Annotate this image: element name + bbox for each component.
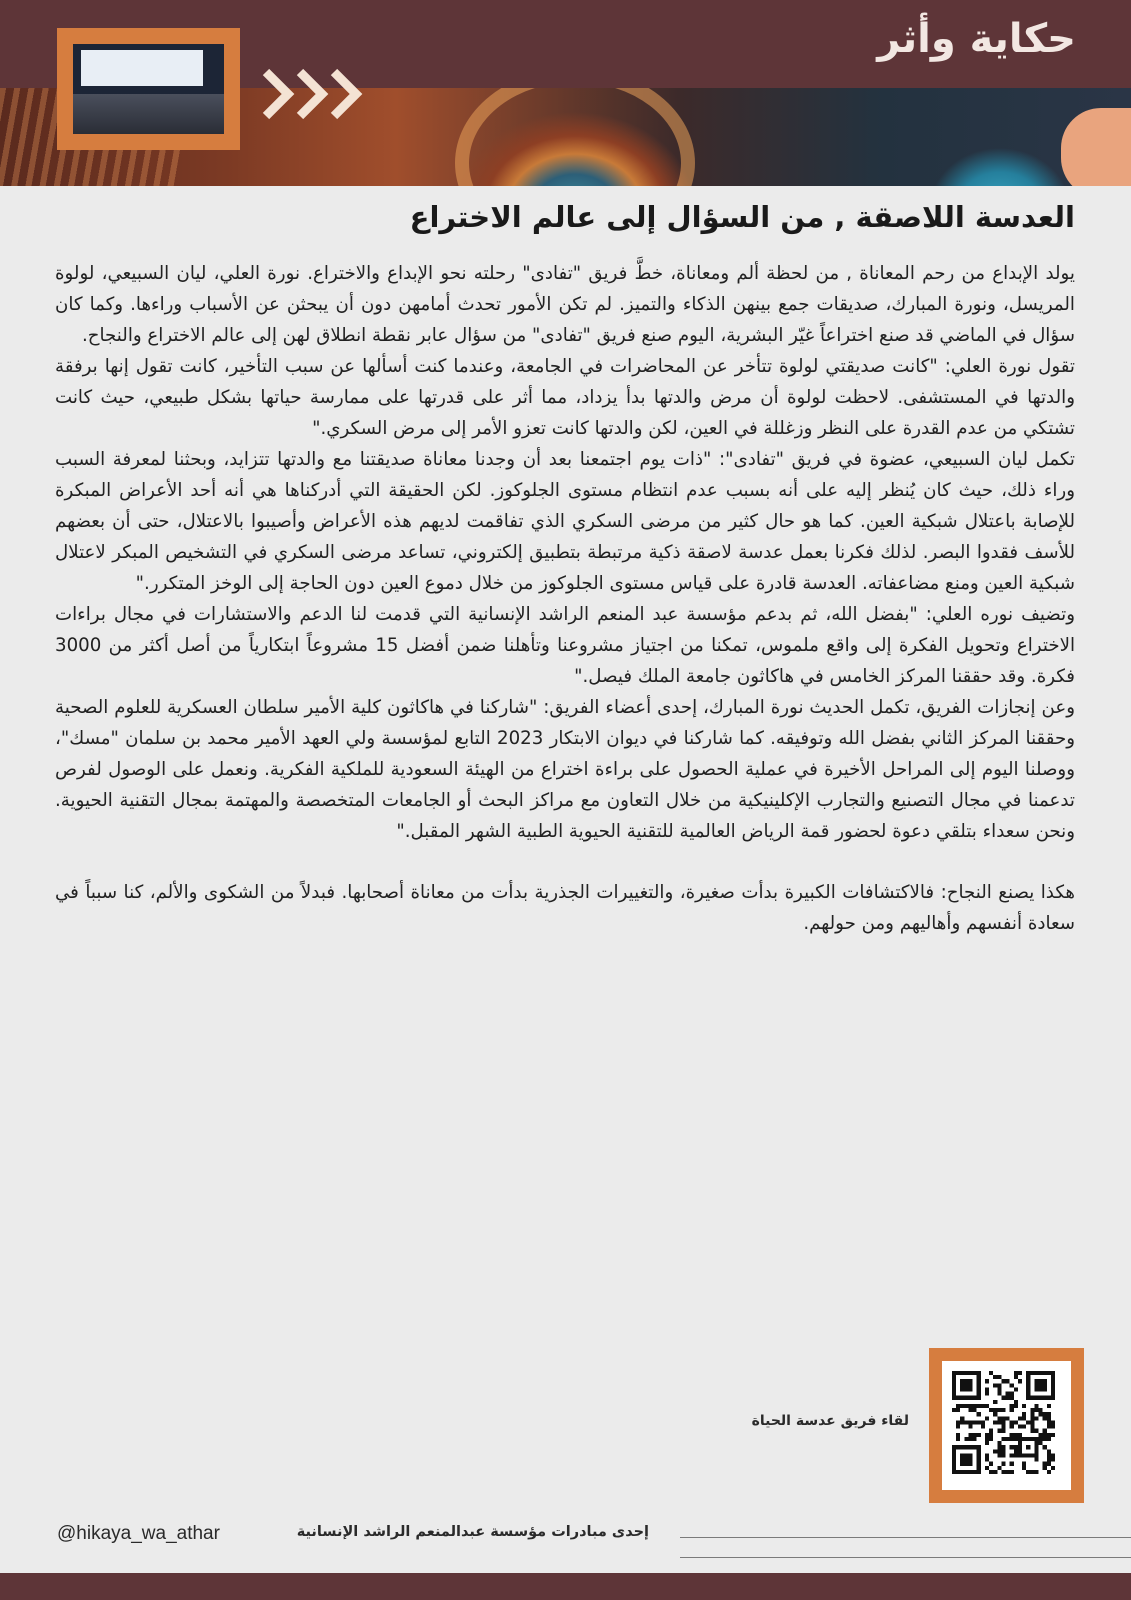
footer-band <box>0 1573 1131 1600</box>
social-handle[interactable]: @hikaya_wa_athar <box>57 1523 220 1544</box>
paragraph: يولد الإبداع من رحم المعاناة , من لحظة ألم ومعاناة، خطَّ فريق "تفادى" رحلته نحو الإبداع والاختراع. نورة العلي، ليان السبيعي، لولوة المريسل، ونورة المبارك، صديقات جمع بينهن الذكاء والتميز. لم تكن الأمور تحدث أمامهن دون أن يبحثن عن الأسباب وراءها. وكما كان سؤال في الماضي قد صنع اختراعاً غيّر البشرية، اليوم صنع فريق "تفادى" من سؤال عابر نقطة انطلاق لهن إلى عالم الاختراع والنجاح. <box>55 263 1075 346</box>
paragraph: وعن إنجازات الفريق، تكمل الحديث نورة المبارك، إحدى أعضاء الفريق: "شاركنا في هاكاثون كلية الأمير سلطان العسكرية للعلوم الصحية وحققنا المركز الثاني بفضل الله وتوفيقه. كما شاركنا في ديوان الابتكار 2023 التابع لمؤسسة ولي العهد الأمير محمد بن سلمان "مسك"، ووصلنا اليوم إلى المراحل الأخيرة في عملية الحصول على براءة اختراع من الهيئة السعودية للملكية الفكرية. ونعمل على الوصول لفرص تدعمنا في مجال التصنيع والتجارب الإكلينيكية من خلال التعاون مع مراكز البحث أو الجامعات المتخصصة والمهتمة بمجال التقنية الحيوية. ونحن سعداء بتلقي دعوة لحضور قمة الرياض العالمية للتقنية الحيوية الطبية الشهر المقبل." <box>55 697 1075 842</box>
qr-caption: لقاء فريق عدسة الحياة <box>751 1413 909 1429</box>
presentation-screen <box>81 50 203 86</box>
footer-divider <box>680 1557 1131 1558</box>
event-photo <box>57 28 240 150</box>
initiative-label: إحدى مبادرات مؤسسة عبدالمنعم الراشد الإنسانية <box>296 1524 649 1540</box>
paragraph: تقول نورة العلي: "كانت صديقتي لولوة تتأخر عن المحاضرات في الجامعة، وعندما كنت أسألها عن سبب التأخير، كانت تقول إنها برفقة والدتها في المستشفى. لاحظت لولوة أن مرض والدتها بدأ يزداد، مما أثر على قدرتها على ممارسة حياتها بشكل طبيعي، حيث كانت تشتكي من عدم القدرة على النظر وزغللة في العين، لكن والدتها كانت تعزو الأمر إلى مرض السكري." <box>55 356 1075 439</box>
brand-title: حكاية وأثر <box>877 16 1076 62</box>
paragraph: تكمل ليان السبيعي، عضوة في فريق "تفادى": "ذات يوم اجتمعنا بعد أن وجدنا معاناة صديقتنا مع والدتها تتزايد، وبحثنا لمعرفة السبب وراء ذلك، حيث كان يُنظر إليه على أنه بسبب عدم انتظام مستوى الجلوكوز. لكن الحقيقة التي أدركناها هي أنه أحد الأعراض المبكرة للإصابة باعتلال شبكية العين. كما هو حال كثير من مرضى السكري الذي تفاقمت لديهم هذه الأعراض وأصيبوا بالاعتلال، حتى أن بعضهم للأسف فقدوا البصر. لذلك فكرنا بعمل عدسة لاصقة ذكية مرتبطة بتطبيق إلكتروني، تساعد مرضى السكري في التشخيص المبكر لاعتلال شبكية العين ومنع مضاعفاته. العدسة قادرة على قياس مستوى الجلوكوز من خلال دموع العين دون الحاجة إلى الوخز المتكرر." <box>55 449 1075 594</box>
paragraph: وتضيف نوره العلي: "بفضل الله، ثم بدعم مؤسسة عبد المنعم الراشد الإنسانية التي قدمت لنا الدعم والاستشارات في مجال براءات الاختراع وتحويل الفكرة إلى واقع ملموس، تمكنا من اجتياز مشروعنا وتأهلنا ضمن أفضل 15 مشروعاً ابتكارياً من أصل أكثر من 3000 فكرة. وقد حققنا المركز الخامس في هاكاثون جامعة الملك فيصل." <box>55 604 1075 687</box>
article-title: العدسة اللاصقة , من السؤال إلى عالم الاختراع <box>409 200 1075 234</box>
hero-vase <box>1061 108 1131 186</box>
paragraph: هكذا يصنع النجاح: فالاكتشافات الكبيرة بدأت صغيرة، والتغييرات الجذرية بدأت من معاناة أصحابها. فبدلاً من الشكوى والألم، كنا سبباً في سعادة أنفسهم وأهاليهم ومن حولهم. <box>55 882 1075 934</box>
footer-divider <box>680 1537 1131 1538</box>
qr-code[interactable] <box>942 1361 1071 1490</box>
qr-code-frame[interactable] <box>929 1348 1084 1503</box>
audience <box>73 94 224 134</box>
chevrons-right-icon <box>262 66 372 122</box>
article-body <box>55 258 1075 939</box>
hero-ornament <box>455 88 695 186</box>
qr-code-icon[interactable] <box>952 1371 1055 1474</box>
event-photo-image <box>73 44 224 134</box>
